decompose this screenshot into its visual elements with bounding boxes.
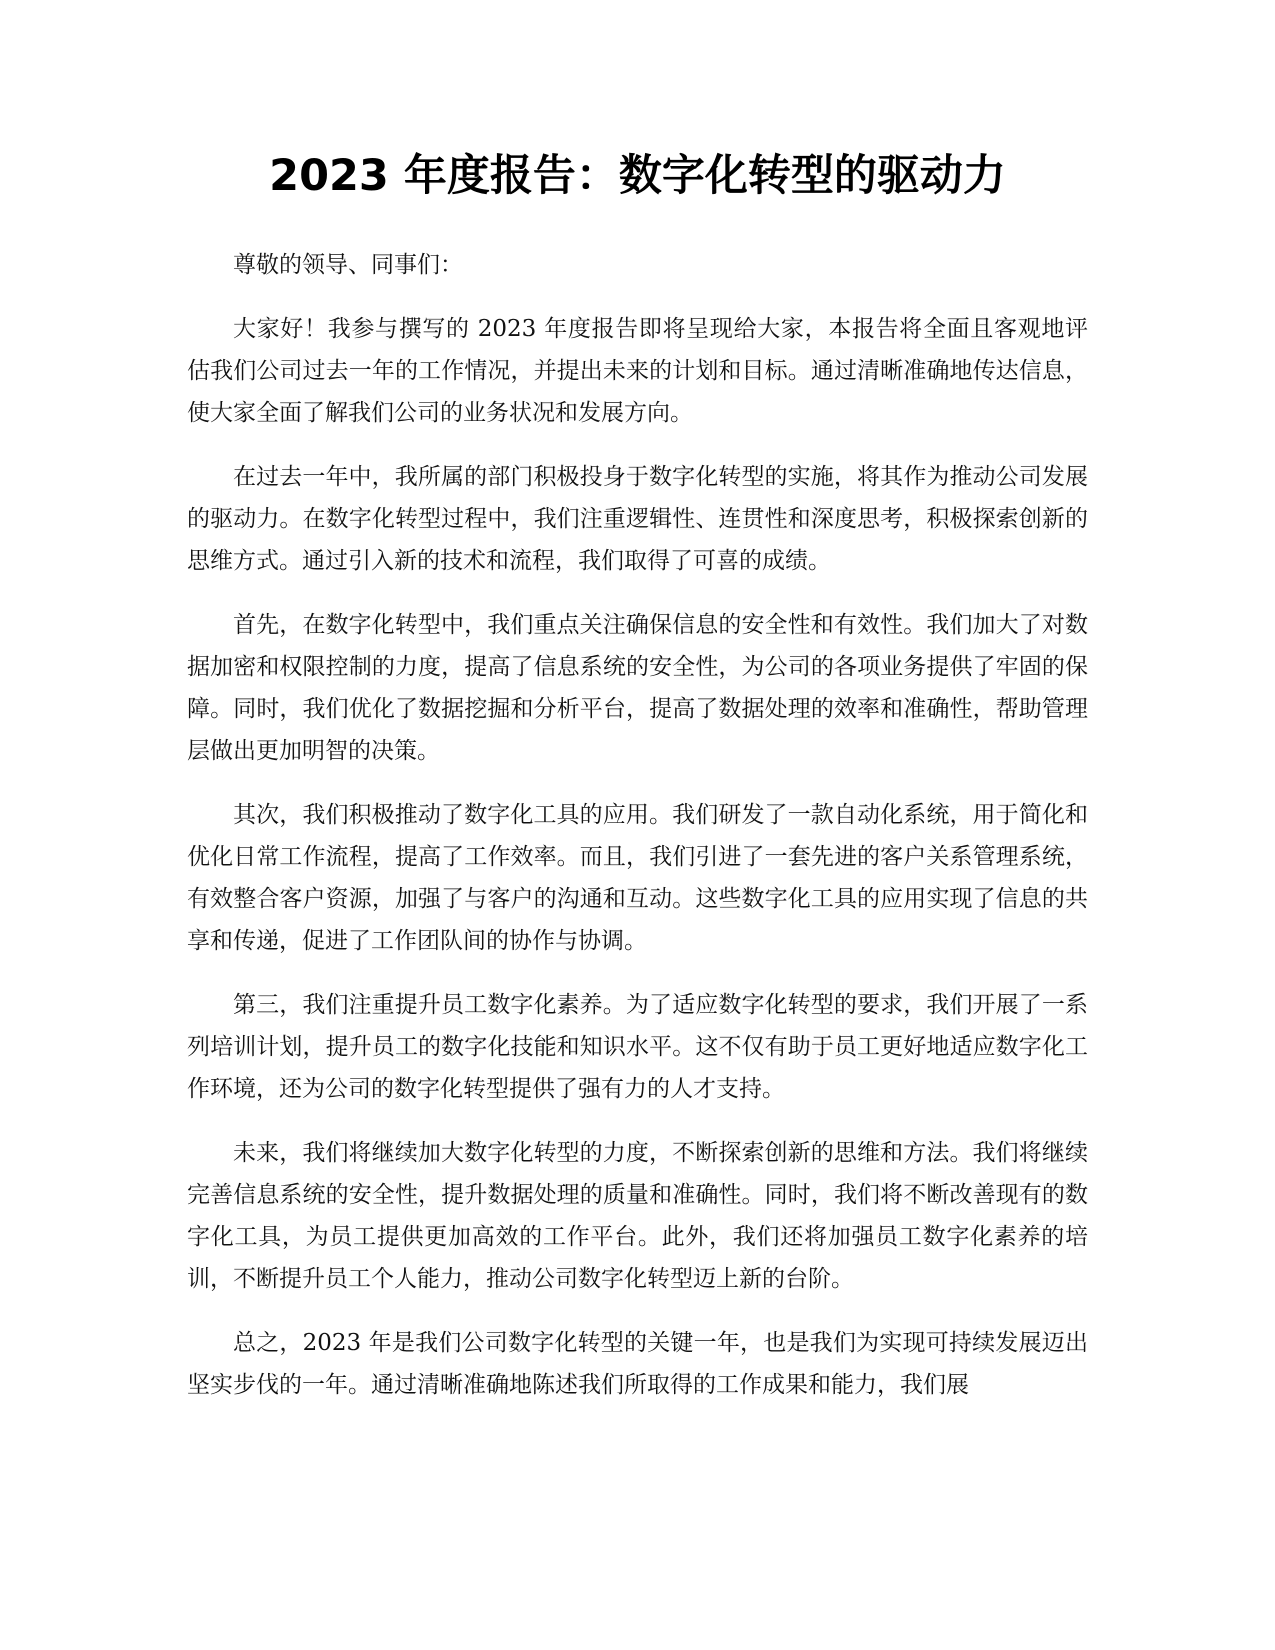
paragraph-salutation: 尊敬的领导、同事们： [233, 252, 463, 278]
paragraph-past-year: 在过去一年中，我所属的部门积极投身于数字化转型的实施，将其作为推动公司发展的驱动力。在数字化转型过程中，我们注重逻辑性、连贯性和深度思考，积极探索创新的思维方式。通过引入新的技术和流程，我们取得了可喜的成绩。 [187, 464, 1088, 574]
document-body [187, 244, 1088, 1428]
paragraph-greeting: 大家好！我参与撰写的 2023 年度报告即将呈现给大家，本报告将全面且客观地评估我们公司过去一年的工作情况，并提出未来的计划和目标。通过清晰准确地传达信息，使大家全面了解我们公司的业务状况和发展方向。 [187, 316, 1088, 426]
paragraph-third: 第三，我们注重提升员工数字化素养。为了适应数字化转型的要求，我们开展了一系列培训计划，提升员工的数字化技能和知识水平。这不仅有助于员工更好地适应数字化工作环境，还为公司的数字化转型提供了强有力的人才支持。 [187, 992, 1088, 1102]
paragraph-conclusion: 总之，2023 年是我们公司数字化转型的关键一年，也是我们为实现可持续发展迈出坚实步伐的一年。通过清晰准确地陈述我们所取得的工作成果和能力，我们展 [187, 1330, 1088, 1398]
page-title: 2023 年度报告：数字化转型的驱动力 [269, 151, 1006, 201]
paragraph-first: 首先，在数字化转型中，我们重点关注确保信息的安全性和有效性。我们加大了对数据加密和权限控制的力度，提高了信息系统的安全性，为公司的各项业务提供了牢固的保障。同时，我们优化了数据挖掘和分析平台，提高了数据处理的效率和准确性，帮助管理层做出更加明智的决策。 [187, 612, 1088, 764]
paragraph-second: 其次，我们积极推动了数字化工具的应用。我们研发了一款自动化系统，用于简化和优化日常工作流程，提高了工作效率。而且，我们引进了一套先进的客户关系管理系统，有效整合客户资源，加强了与客户的沟通和互动。这些数字化工具的应用实现了信息的共享和传递，促进了工作团队间的协作与协调。 [187, 802, 1088, 954]
paragraph-future: 未来，我们将继续加大数字化转型的力度，不断探索创新的思维和方法。我们将继续完善信息系统的安全性，提升数据处理的质量和准确性。同时，我们将不断改善现有的数字化工具，为员工提供更加高效的工作平台。此外，我们还将加强员工数字化素养的培训，不断提升员工个人能力，推动公司数字化转型迈上新的台阶。 [187, 1140, 1088, 1292]
